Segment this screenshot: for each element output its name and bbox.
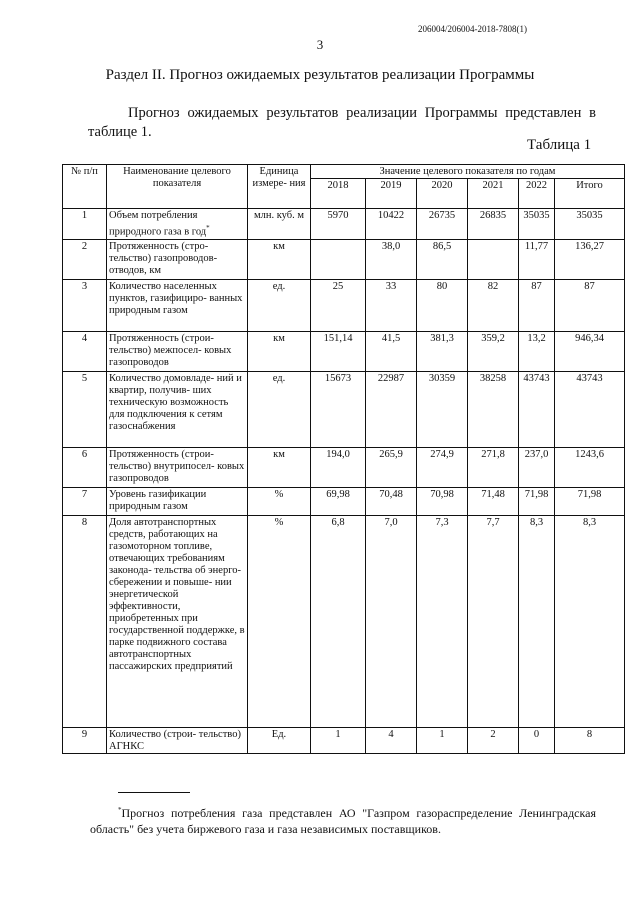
total-cell: 1243,6 [555,447,625,487]
value-cell: 7,3 [417,515,468,727]
footnote-ref: * [206,224,210,232]
indicator-name [107,487,248,515]
value-cell: 87 [519,279,555,331]
header-values-group: Значение целевого показателя по годам [311,165,625,179]
indicator-name [107,331,248,371]
header-year: 2021 [468,179,519,209]
unit-cell: % [248,487,311,515]
value-cell: 381,3 [417,331,468,371]
intro-paragraph: Прогноз ожидаемых результатов реализации Программы представлен в таблице 1. [88,105,596,140]
value-cell: 15673 [311,371,366,447]
value-cell: 6,8 [311,515,366,727]
value-cell: 26735 [417,209,468,240]
value-cell: 271,8 [468,447,519,487]
indicator-name-text: Объем потребления природного газа в год [109,210,207,238]
indicator-name [107,209,248,240]
header-year: 2020 [417,179,468,209]
value-cell: 1 [311,727,366,753]
indicator-name-text: Уровень газификации природным газом [109,488,207,512]
row-number: 4 [63,331,107,371]
value-cell: 70,48 [366,487,417,515]
table-row [63,331,625,371]
header-name: Наименование целевого показателя [107,165,248,209]
value-cell: 151,14 [311,331,366,371]
value-cell: 70,98 [417,487,468,515]
value-cell: 5970 [311,209,366,240]
unit-cell: млн. куб. м [248,209,311,240]
footnote-text: Прогноз потребления газа представлен АО "Газпром газораспределение Ленинградская область" без учета биржевого газа и газа независимых поставщиков. [90,806,596,836]
value-cell: 82 [468,279,519,331]
header-year: 2018 [311,179,366,209]
table-row [63,727,625,753]
value-cell: 0 [519,727,555,753]
table-row [63,371,625,447]
table-caption: Таблица 1 [527,137,592,153]
value-cell: 2 [468,727,519,753]
row-number: 6 [63,447,107,487]
row-number: 9 [63,727,107,753]
footnote-mark: * [118,806,122,814]
total-cell: 136,27 [555,239,625,279]
total-cell: 8,3 [555,515,625,727]
row-number: 8 [63,515,107,727]
value-cell: 33 [366,279,417,331]
unit-cell: % [248,515,311,727]
row-number: 5 [63,371,107,447]
value-cell: 265,9 [366,447,417,487]
unit-cell: ед. [248,371,311,447]
value-cell [311,239,366,279]
indicator-name-text: Количество населенных пунктов, газифициро- ванных природным газом [109,280,243,316]
header-year: 2019 [366,179,417,209]
indicator-name [107,727,248,753]
value-cell: 71,98 [519,487,555,515]
indicator-name [107,515,248,727]
table-row [63,515,625,727]
row-number: 3 [63,279,107,331]
indicator-name-text: Протяженность (строи- тельство) внутрипосел- ковых газопроводов [109,448,245,484]
indicator-name-text: Количество (строи- тельство) АГНКС [109,728,241,752]
value-cell: 38,0 [366,239,417,279]
indicator-name [107,239,248,279]
table-row [63,447,625,487]
indicator-name-text: Доля автотранспортных средств, работающих на газомоторном топливе, отвечающих требованиям законода- тельства об энерго- сбережении и повыше- нии энергетической эффективности, приобретенных при государственной поддержке, в парке подвижного состава автотранспортных пассажирских предприятий [109,516,245,672]
total-cell: 87 [555,279,625,331]
value-cell: 13,2 [519,331,555,371]
unit-cell: км [248,239,311,279]
indicator-name [107,371,248,447]
indicator-name [107,279,248,331]
unit-cell: км [248,331,311,371]
value-cell: 25 [311,279,366,331]
unit-cell: км [248,447,311,487]
header-num: № п/п [63,165,107,209]
value-cell: 7,0 [366,515,417,727]
value-cell: 7,7 [468,515,519,727]
total-cell: 71,98 [555,487,625,515]
value-cell: 22987 [366,371,417,447]
row-number: 2 [63,239,107,279]
value-cell [468,239,519,279]
table-row [63,209,625,240]
value-cell: 11,77 [519,239,555,279]
table-row [63,487,625,515]
unit-cell: ед. [248,279,311,331]
indicator-name-text: Количество домовладе- ний и квартир, получив- ших техническую возможность для подключения к сетям газоснабжения [109,372,242,432]
row-number: 1 [63,209,107,240]
table-row [63,279,625,331]
header-year: 2022 [519,179,555,209]
row-number: 7 [63,487,107,515]
document-id: 206004/206004-2018-7808(1) [418,24,527,34]
value-cell: 1 [417,727,468,753]
header-unit: Единица измере- ния [248,165,311,209]
value-cell: 38258 [468,371,519,447]
section-title: Раздел II. Прогноз ожидаемых результатов реализации Программы [105,67,535,83]
value-cell: 41,5 [366,331,417,371]
indicator-name [107,447,248,487]
total-cell: 946,34 [555,331,625,371]
value-cell: 43743 [519,371,555,447]
value-cell: 194,0 [311,447,366,487]
value-cell: 10422 [366,209,417,240]
footnote [90,802,596,837]
header-total: Итого [555,179,625,209]
indicator-name-text: Протяженность (стро- тельство) газопроводов- отводов, км [109,240,218,276]
value-cell: 30359 [417,371,468,447]
total-cell: 8 [555,727,625,753]
forecast-table [62,164,625,754]
page-number: 3 [316,37,324,52]
table-row [63,239,625,279]
value-cell: 71,48 [468,487,519,515]
total-cell: 43743 [555,371,625,447]
value-cell: 69,98 [311,487,366,515]
value-cell: 80 [417,279,468,331]
value-cell: 35035 [519,209,555,240]
value-cell: 26835 [468,209,519,240]
value-cell: 4 [366,727,417,753]
value-cell: 274,9 [417,447,468,487]
footnote-divider [118,792,190,793]
total-cell: 35035 [555,209,625,240]
indicator-name-text: Протяженность (строи- тельство) межпосел- ковых газопроводов [109,332,232,368]
unit-cell: Ед. [248,727,311,753]
value-cell: 237,0 [519,447,555,487]
value-cell: 8,3 [519,515,555,727]
value-cell: 86,5 [417,239,468,279]
value-cell: 359,2 [468,331,519,371]
